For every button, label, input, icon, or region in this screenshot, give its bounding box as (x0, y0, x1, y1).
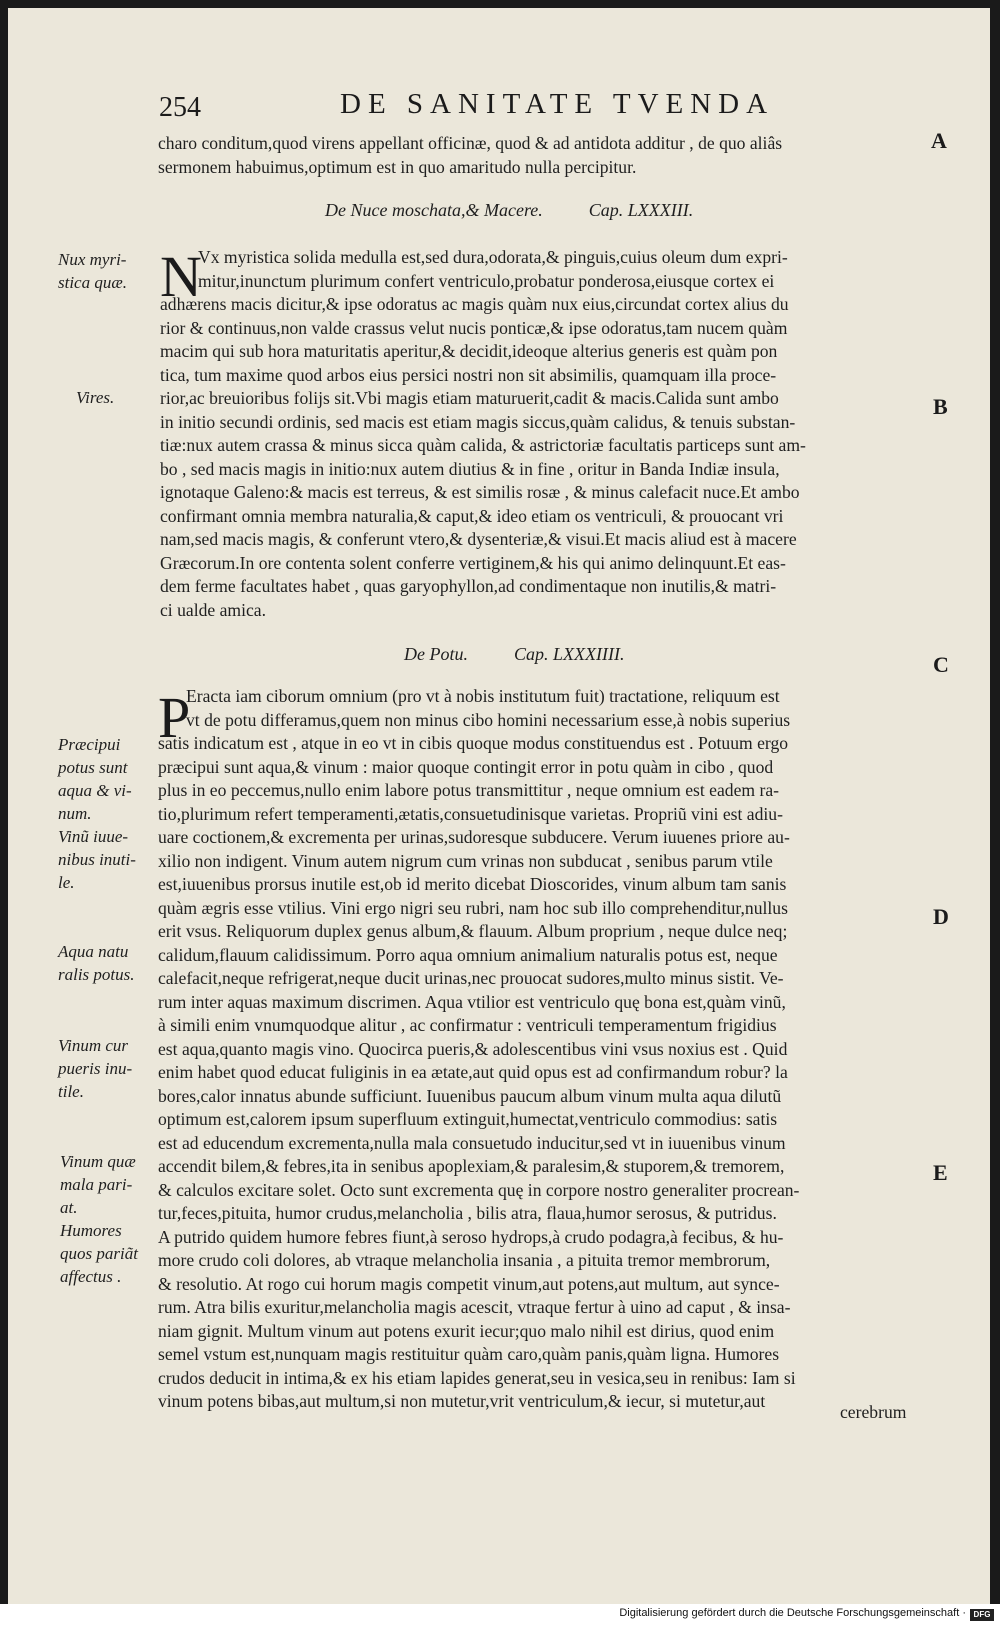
text-line: quàm ægris esse vtilius. Vini ergo nigri seu rubri, nam hoc sub illo comprehenditur,nullus (158, 897, 788, 918)
text-line: in initio secundi ordinis, sed macis est etiam magis siccus,quàm calidus, & tenuis substan- (160, 411, 796, 432)
margin-note-line: Humores (60, 1221, 122, 1240)
scan-border-right (990, 0, 1000, 1604)
text-line: rum. Atra bilis exuritur,melancholia magis acescit, vtraque fertur à uino ad caput , & insa- (158, 1297, 791, 1317)
text-line: optimum est,calorem ipsum superfluum extinguit,humectat,ventriculo commodius: satis (158, 1109, 778, 1129)
margin-note-wine-ills (60, 1150, 138, 1288)
margin-note-line: Vinum quæ (60, 1152, 136, 1171)
margin-note-line: Præcipui (58, 735, 121, 754)
text-line: adhærens macis dicitur,& ipse odoratus ac magis quàm nux eius,circundat cortex alius du (160, 294, 789, 314)
text-line: Eracta iam ciborum omnium (pro vt à nobis institutum fuit) tractatione, reliquum est (186, 686, 780, 706)
text-line: ignotaque Galeno:& macis est terreus, & est similis rosæ , & minus calefacit nuce.Et ambo (160, 482, 800, 502)
scan-border-left (0, 0, 8, 1604)
text-line: erit vsus. Reliquorum duplex genus album,& flauum. Album proprium , neque dulce neq; (158, 921, 788, 941)
margin-note-line: pueris inu- (58, 1059, 133, 1078)
text-line: crudos deducit in intima,& ex his etiam lapides generat,seu in vesica,seu in renibus: Iam si (158, 1367, 796, 1388)
text-line: à simili enim vnumquodque alitur , ac confirmatur : ventriculi temperamentum frigidius (158, 1015, 777, 1035)
text-line: xilio non indigent. Vinum autem nigrum cum vrinas non subducat , senibus parum vtile (158, 850, 773, 871)
chapter-body-drink (158, 685, 799, 1414)
section-letter-b: B (933, 394, 948, 419)
text-line: mitur,inunctum plurimum confert ventriculo,probatur ponderosa,eiusque cortex ei (198, 270, 775, 291)
text-line: more crudo coli dolores, ab vtraque melancholia insania , a pituita tremor membrorum, (158, 1250, 771, 1270)
text-line: nam,sed macis magis, & conferunt vtero,& dysenteriæ,& visui.Et macis aliud est à macere (160, 529, 797, 549)
margin-note-line: stica quæ. (58, 273, 127, 292)
text-line: tiæ:nux autem crassa & minus sicca quàm calida, & astrictoriæ facultatis particeps sunt am- (160, 435, 806, 455)
text-line: rior,ac breuioribus folijs sit.Vbi magis etiam maturuerit,cadit & macis.Calida sunt ambo (160, 388, 779, 408)
text-line: tur,feces,pituita, humor crudus,melancholia , bilis atra, flaua,humor serosus, & putridus. (158, 1203, 777, 1223)
chapter-heading-nutmeg (325, 200, 693, 221)
text-line: Græcorum.In ore contenta solent conferre vertiginem,& his qui animo delinquunt.Et eas- (160, 552, 786, 573)
margin-note-line: affectus . (60, 1267, 122, 1286)
margin-note-line: Vinum cur (58, 1036, 129, 1055)
text-line: tica, tum maxime quod arbos eius persici nostri non sit absimilis, quamquam illa proce- (160, 364, 777, 385)
margin-note-line: Vinũ iuue- (58, 827, 129, 846)
margin-note-main-drinks (58, 733, 136, 894)
dfg-logo-icon: DFG (970, 1609, 994, 1621)
text-line: Vx myristica solida medulla est,sed dura,odorata,& pinguis,cuius oleum dum expri- (198, 247, 788, 267)
footer-credit: Digitalisierung gefördert durch die Deutsche Forschungsgemeinschaft · (619, 1607, 966, 1619)
section-letter-e: E (933, 1160, 948, 1185)
margin-note-line: Vires. (76, 388, 115, 407)
text-line: plus in eo peccemus,nullo enim labore potus transmittitur , neque omnium est eadem ra- (158, 780, 780, 800)
text-line: confirmant omnia membra naturalia,& caput,& ideo etiam os ventriculi, & prouocant vri (160, 505, 784, 526)
margin-note-line: at. (60, 1198, 78, 1217)
text-line: accendit bilem,& febres,ita in senibus apoplexiam,& paralesim,& stuporem,& tremorem, (158, 1156, 785, 1176)
margin-note-nutmeg (58, 248, 127, 294)
margin-note-line: tile. (58, 1082, 84, 1101)
text-line: A putrido quidem humore febres fiunt,à seroso hydrops,à crudo podagra,à fecibus, & hu- (158, 1226, 784, 1247)
margin-note-line: quos pariãt (60, 1244, 138, 1263)
scan-border-top (0, 0, 1000, 8)
text-line: semel vstum est,nunquam magis restituitur quàm caro,quàm panis,quàm ligna. Humores (158, 1344, 780, 1364)
chapter-number: Cap. LXXXIII. (588, 200, 694, 220)
margin-note-line: nibus inuti- (58, 850, 136, 869)
text-line: est,iuuenibus prorsus inutile est,ob id merito dicebat Dioscorides, vinum album tam sanis (158, 874, 787, 894)
margin-note-line: le. (58, 873, 75, 892)
text-line: bores,calor innatus abunde sufficiunt. Iuuenibus paucum album vinum multa aqua dilutũ (158, 1085, 782, 1106)
text-line: calefacit,neque refrigerat,neque ducit urinas,nec prouocat sudores,multo minus sistit. Ve- (158, 968, 784, 988)
chapter-number: Cap. LXXXIIII. (513, 644, 625, 664)
text-line: est aqua,quanto magis vino. Quocirca pueris,& adolescentibus vini vsus noxius est . Quid (158, 1038, 788, 1059)
text-line: enim habet quod educat fuliginis in ea ætate,aut quid opus est ad confirmandum robur? la (158, 1062, 788, 1082)
text-line: dem ferme facultates habet , quas garyophyllon,ad condimentaque non inutilis,& matri- (160, 576, 777, 596)
margin-note-water (58, 940, 135, 986)
margin-note-line: aqua & vi- (58, 781, 132, 800)
text-line: uare coctionem,& excrementa per urinas,sudoresque subducere. Verum iuuenes priore au- (158, 827, 790, 847)
running-title: DE SANITATE TVENDA (340, 88, 775, 120)
text-line: satis indicatum est , atque in eo vt in cibis quoque modus constituendus est . Potuum ergo (158, 733, 789, 753)
text-line: vinum potens bibas,aut multum,si non mutetur,vrit ventriculum,& iecur, si mutetur,aut (158, 1391, 766, 1411)
text-line: sermonem habuimus,optimum est in quo amaritudo nulla percipitur. (158, 156, 637, 177)
section-letter-a: A (931, 128, 947, 153)
text-line: & calculos excitare solet. Octo sunt excrementa quę in corpore nostro generaliter procrean- (158, 1179, 800, 1200)
intro-paragraph (158, 132, 782, 179)
drop-capital: P (158, 685, 191, 750)
margin-note-line: ralis potus. (58, 965, 135, 984)
margin-note-powers (76, 386, 114, 409)
margin-note-line: mala pari- (60, 1175, 133, 1194)
chapter-title: De Potu. (404, 644, 468, 664)
text-line: macim qui sub hora maturitatis aperitur,& decidit,ideoque alterius generis est quàm pon (160, 341, 778, 361)
digitization-footer (0, 1604, 1000, 1628)
text-line: præcipui sunt aqua,& vinum : maior quoque contingit error in potu quàm in cibo , quod (158, 756, 774, 777)
drop-capital: N (160, 244, 202, 309)
text-line: tio,plurimum refert temperamenti,ætatis,consuetudinisque varietas. Propriũ vini est adiu- (158, 803, 783, 824)
text-line: vt de potu differamus,quem non minus cibo homini necessarium esse,à nobis superius (186, 709, 791, 730)
chapter-title: De Nuce moschata,& Macere. (325, 200, 543, 220)
margin-note-line: Aqua natu (58, 942, 129, 961)
chapter-body-nutmeg (160, 246, 806, 622)
section-letter-c: C (933, 652, 949, 677)
text-line: calidum,flauum calidissimum. Porro aqua omnium animalium naturalis potus est, neque (158, 944, 778, 965)
margin-note-line: num. (58, 804, 92, 823)
text-line: niam gignit. Multum vinum aut potens exurit iecur;quo malo nihil est dirius, quod enim (158, 1320, 775, 1341)
catchword: cerebrum (840, 1402, 907, 1422)
text-line: est ad educendum excrementa,nulla mala consuetudo inducitur,sed vt in iuuenibus vinum (158, 1132, 786, 1153)
page-number: 254 (159, 92, 201, 123)
text-line: ci ualde amica. (160, 599, 266, 620)
text-line: rum inter aquas maximum discrimen. Aqua vtilior est ventriculo quę bona est,quàm vinũ, (158, 991, 786, 1012)
margin-note-wine-children (58, 1034, 132, 1103)
section-letter-d: D (933, 904, 949, 929)
text-line: bo , sed macis magis in initio:nux autem diutius & in fine , oritur in Banda Indiæ insula, (160, 458, 780, 479)
text-line: charo conditum,quod virens appellant officinæ, quod & ad antidota additur , de quo aliâs (158, 133, 783, 153)
text-line: rior & continuus,non valde crassus velut nucis ponticæ,& ipse odoratus,tam nucem quàm (160, 317, 788, 338)
margin-note-line: potus sunt (58, 758, 128, 777)
chapter-heading-drink (404, 644, 624, 665)
margin-note-line: Nux myri- (58, 250, 127, 269)
text-line: & resolutio. At rogo cui horum magis competit vinum,aut potens,aut multum, aut synce- (158, 1273, 780, 1294)
